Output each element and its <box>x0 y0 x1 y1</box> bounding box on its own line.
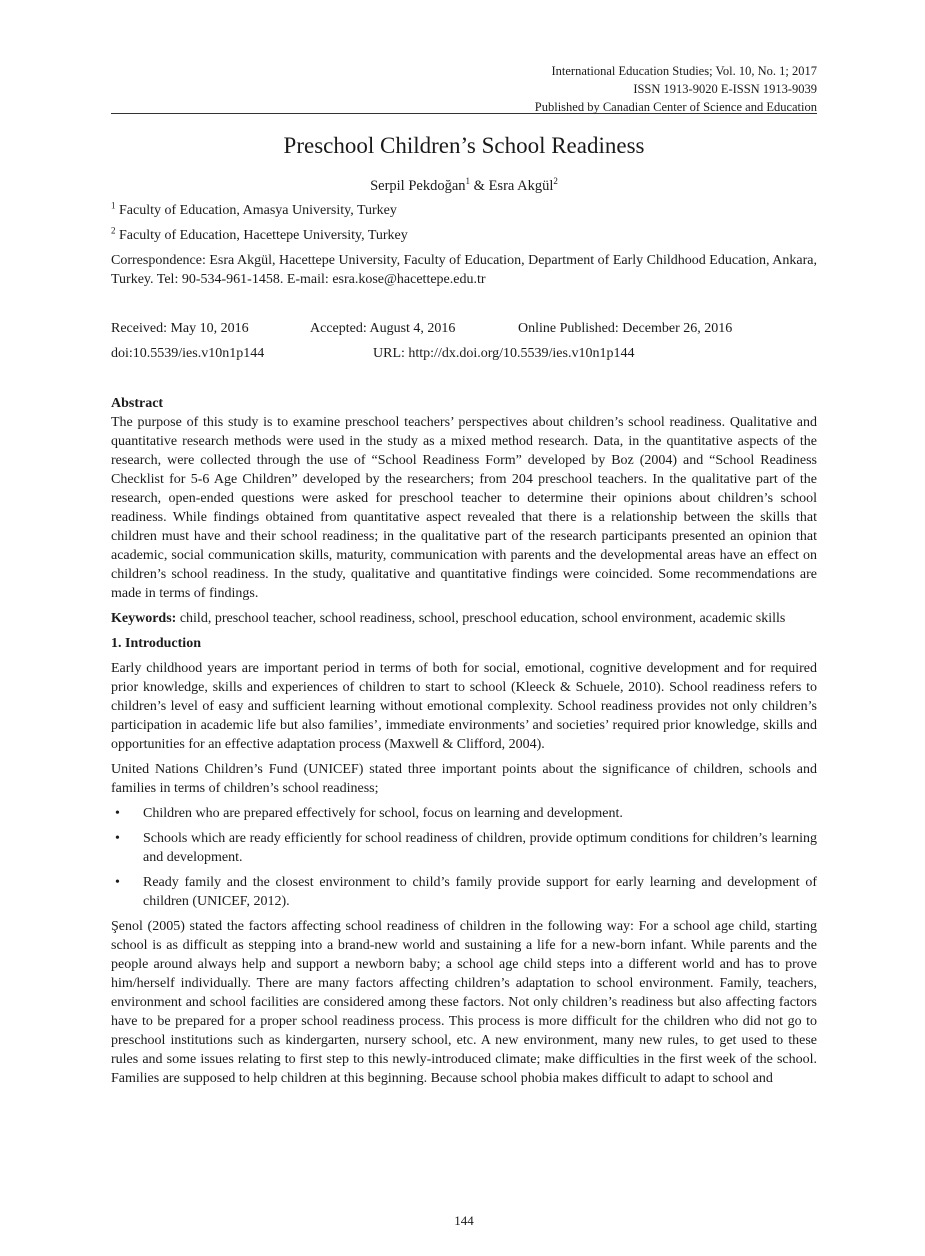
page-number: 144 <box>454 1213 474 1228</box>
affiliation-text: Faculty of Education, Amasya University, Turkey <box>115 203 397 218</box>
journal-citation: International Education Studies; Vol. 10, No. 1; 2017 <box>551 64 817 78</box>
intro-paragraph: United Nations Children’s Fund (UNICEF) stated three important points about the significance of children, schools and families in terms of children’s school readiness; <box>111 762 817 796</box>
keywords-text: child, preschool teacher, school readiness, school, preschool education, school environment, academic skills <box>176 611 786 626</box>
keywords-label: Keywords: <box>111 611 177 626</box>
intro-paragraph: Şenol (2005) stated the factors affecting school readiness of children in the following way: For a school age child, starting school is as difficult as stepping into a brand-new world and sustaining a life for a new-born infant. While parents and the people around always help and support a newborn baby; a school age child steps into a different world and has to prove him/herself individually. There are many factors affecting children’s adaptation to school environment. Family, teachers, environment and school facilities are considered among these factors. Not only children’s readiness but also affecting factors have to be prepared for a proper school readiness process. This process is more difficult for the children who did not go to preschool institutions such as kindergarten, nursery school, etc. A new environment, many new rules, to get used to these rules and some issues relating to first step to this newly-introduced climate; make difficulties in the first week of the school. Families are supposed to help children at this beginning. Because school phobia makes difficult to adapt to school and <box>111 919 817 1086</box>
url-link[interactable]: URL: http://dx.doi.org/10.5539/ies.v10n1p144 <box>373 346 635 361</box>
keywords <box>111 609 817 628</box>
author-line <box>111 176 817 196</box>
bullet-icon: • <box>115 875 120 890</box>
affiliation-text: Faculty of Education, Hacettepe University, Turkey <box>115 228 408 243</box>
received-date: Received: May 10, 2016 <box>111 321 249 336</box>
abstract-text: The purpose of this study is to examine preschool teachers’ perspectives about children’s school readiness. Qualitative and quantitative research methods were used in the study as a mixed method research. Data, in the quantitative aspects of the research, were collected through the use of “School Readiness Form” developed by Boz (2004) and “School Readiness Checklist for 5-6 Age Children” developed by the researchers; from 204 preschool teachers. In the qualitative part of the research, open-ended questions were asked for preschool teacher to determine their opinions about children’s school readiness. While findings obtained from quantitative aspect revealed that there is a relationship between the skills that children must have and their school readiness; in the qualitative part of the research participants presented an opinion that academic, social communication skills, maturity, communication with parents and the developmental areas have an effect on children’s school readiness. In the study, qualitative and quantitative findings were coincided. Some recommendations are made in terms of findings. <box>111 415 817 601</box>
published-date: Online Published: December 26, 2016 <box>518 321 733 336</box>
list-item-text: Ready family and the closest environment to child’s family provide support for early learning and development of children (UNICEF, 2012). <box>143 875 817 909</box>
affiliation-mark: 1 <box>111 200 116 211</box>
correspondence: Correspondence: Esra Akgül, Hacettepe University, Faculty of Education, Department of Early Childhood Education, Ankara, Turkey. Tel: 90-534-961-1458. E-mail: esra.kose@hacettepe.edu.tr <box>111 253 817 287</box>
list-item <box>111 829 817 867</box>
section-heading-introduction: 1. Introduction <box>111 636 201 651</box>
accepted-date: Accepted: August 4, 2016 <box>310 321 456 336</box>
affiliation <box>111 201 817 220</box>
header-divider <box>111 113 817 114</box>
journal-issn: ISSN 1913-9020 E-ISSN 1913-9039 <box>633 82 817 96</box>
abstract-section <box>111 394 817 1088</box>
journal-header <box>111 62 817 116</box>
journal-publisher: Published by Canadian Center of Science and Education <box>534 100 817 114</box>
abstract-heading: Abstract <box>111 396 164 411</box>
bullet-icon: • <box>115 806 120 821</box>
list-item-text: Children who are prepared effectively for school, focus on learning and development. <box>143 806 623 821</box>
doi-link[interactable]: doi:10.5539/ies.v10n1p144 <box>111 346 265 361</box>
unicef-points-list <box>111 804 817 911</box>
intro-paragraph: Early childhood years are important period in terms of both for social, emotional, cognitive development and for required prior knowledge, skills and experiences of children to start to school (Kleeck & Schuele, 2010). School readiness refers to children’s level of easy and sufficient learning without emotional complexity. School readiness provides not only children’s participation in academic life but also families’, immediate environments’ and societies’ required prior knowledge, skills and opportunities for an effective adaptation process (Maxwell & Clifford, 2004). <box>111 661 817 752</box>
bullet-icon: • <box>115 831 120 846</box>
list-item-text: Schools which are ready efficiently for school readiness of children, provide optimum conditions for children’s learning and development. <box>143 831 817 865</box>
list-item <box>111 873 817 911</box>
author-separator: & <box>470 178 489 194</box>
paper-title: Preschool Children’s School Readiness <box>283 133 645 158</box>
author-affiliation-mark: 2 <box>553 176 558 187</box>
affiliation-mark: 2 <box>111 225 116 236</box>
affiliation <box>111 226 817 245</box>
author-affiliation-mark: 1 <box>465 176 471 187</box>
author-name: Serpil Pekdoğan <box>370 178 466 194</box>
list-item <box>111 804 817 823</box>
author-name: Esra Akgül <box>488 178 554 194</box>
